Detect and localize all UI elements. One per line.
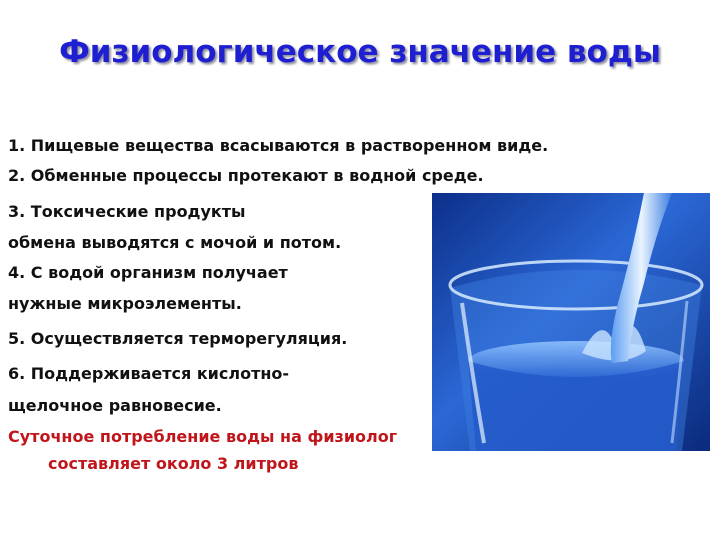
- list-item: обмена выводятся с мочой и потом.: [8, 233, 342, 252]
- water-glass-icon: [432, 193, 710, 451]
- list-item: нужные микроэлементы.: [8, 294, 242, 313]
- slide-title: Физиологическое значение воды: [59, 34, 661, 70]
- list-item: 2. Обменные процессы протекают в водной среде.: [8, 166, 484, 185]
- list-item: 6. Поддерживается кислотно-: [8, 364, 290, 383]
- list-item: 4. С водой организм получает: [8, 263, 288, 282]
- list-item: 5. Осуществляется терморегуляция.: [8, 329, 348, 348]
- note-line: составляет около 3 литров: [48, 454, 299, 473]
- note-line: Суточное потребление воды на физиолог: [8, 427, 398, 446]
- list-item: щелочное равновесие.: [8, 396, 222, 415]
- list-item: 3. Токсические продукты: [8, 202, 246, 221]
- list-item: 1. Пищевые вещества всасываются в растворенном виде.: [8, 136, 549, 155]
- water-glass-photo: [432, 193, 710, 451]
